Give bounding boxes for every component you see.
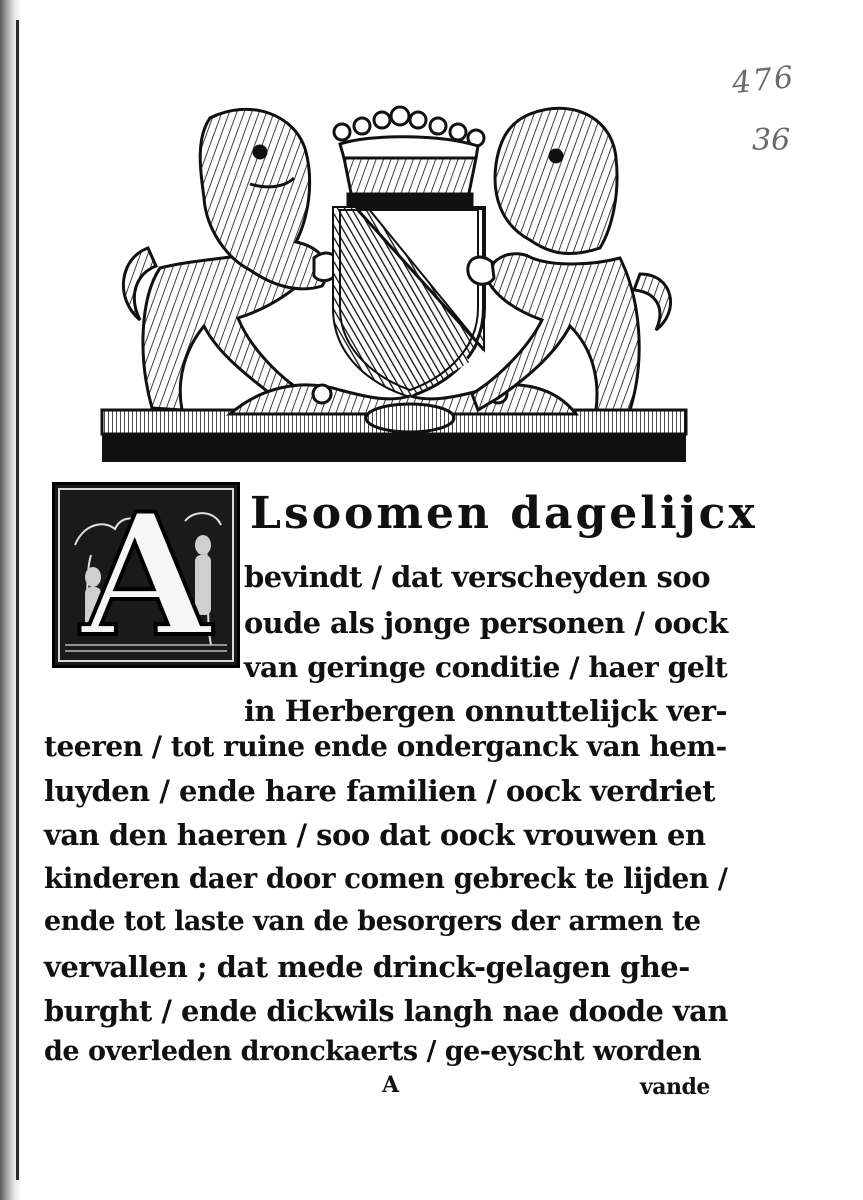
initial-letter: A xyxy=(80,476,212,674)
text-line-13: de overleden dronckaerts / ge-eyscht worden xyxy=(44,1036,702,1067)
text-line-4: van geringe conditie / haer gelt xyxy=(244,650,728,684)
text-line-10: ende tot laste van de besorgers der armen te xyxy=(44,906,701,937)
right-lion xyxy=(468,108,671,410)
marginal-number-bottom: 36 xyxy=(752,123,791,158)
signature-mark: A xyxy=(382,1072,399,1098)
text-line-11: vervallen ; dat mede drinck-gelagen ghe- xyxy=(44,950,690,984)
crown xyxy=(334,107,484,206)
text-line-1: Lsoomen dagelijcx xyxy=(250,488,758,539)
coat-of-arms-woodcut xyxy=(100,98,690,468)
marginal-number-top: 476 xyxy=(730,59,797,102)
text-line-7: luyden / ende hare familien / oock verdriet xyxy=(44,774,715,808)
text-line-9: kinderen daer door comen gebreck te lijden / xyxy=(44,862,728,895)
catchword: vande xyxy=(640,1074,710,1100)
left-lion xyxy=(123,109,338,410)
text-line-3: oude als jonge personen / oock xyxy=(244,606,728,640)
text-line-5: in Herbergen onnuttelijck ver- xyxy=(244,694,728,728)
text-line-6: teeren / tot ruine ende onderganck van hem- xyxy=(44,730,727,763)
decorated-initial xyxy=(52,476,240,674)
text-line-2: bevindt / dat verscheyden soo xyxy=(244,560,711,594)
text-line-8: van den haeren / soo dat oock vrouwen en xyxy=(44,818,706,852)
shield-escutcheon xyxy=(334,208,484,396)
text-line-12: burght / ende dickwils langh nae doode van xyxy=(44,994,728,1028)
